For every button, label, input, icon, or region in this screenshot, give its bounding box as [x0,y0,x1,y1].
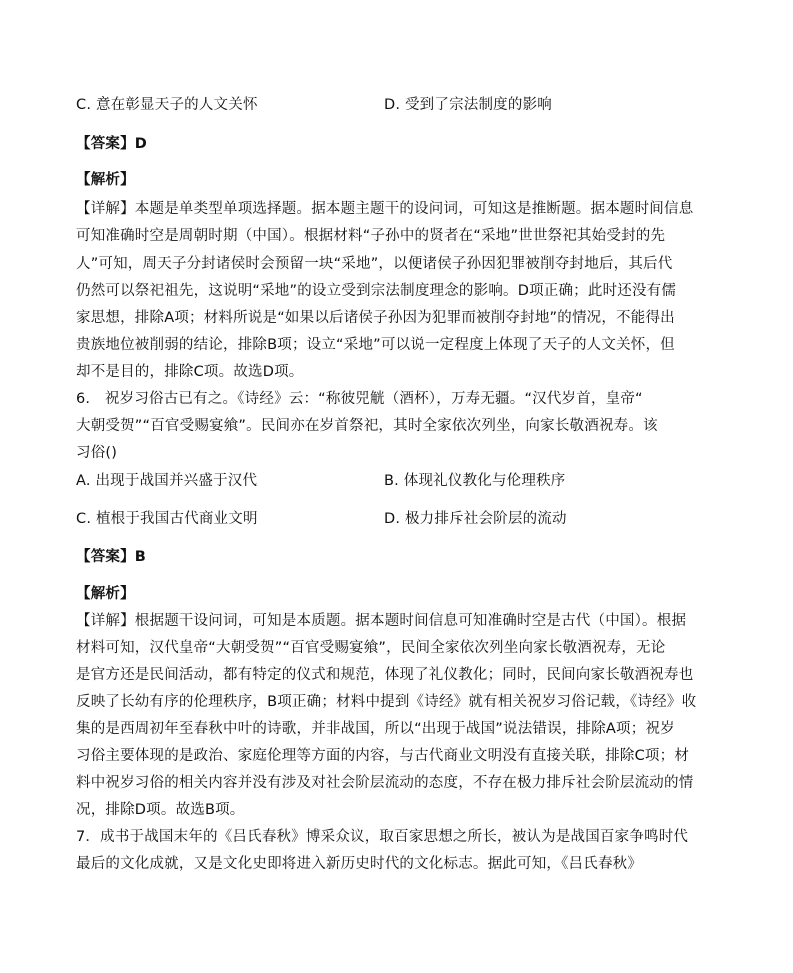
q6-option-c: C. 植根于我国古代商业文明 [76,511,258,527]
q5-answer: 【答案】D [76,136,148,152]
q6-answer: 【答案】B [76,549,147,565]
q5-analysis-line-3: 人”可知，周天子分封诸侯时会预留一块“采地”，以便诸侯子孙因犯罪被削夺封地后，其后代 [76,256,673,272]
q7-stem-line-2: 最后的文化成就，又是文化史即将进入新历史时代的文化标志。据此可知，《吕氏春秋》 [76,856,643,872]
q6-analysis-line-8: 况，排除D项。故选B项。 [76,802,245,818]
q6-stem-line-3: 习俗() [76,445,118,461]
q6-analysis-line-1: 【详解】根据题干设问词，可知是本质题。据本题时间信息可知准确时空是古代（中国）。根据 [76,613,687,629]
q6-analysis-line-2: 材料可知，汉代皇帝“大朝受贺”“百官受赐宴飨”，民间全家依次列坐向家长敬酒祝寿，无论 [76,640,666,656]
q6-stem-line-1: 6. 祝岁习俗古已有之。《诗经》云：“称彼兕觥（酒杯），万寿无疆。“汉代岁首，皇帝“ [76,391,643,407]
q5-analysis-line-1: 【详解】本题是单类型单项选择题。据本题主题干的设问词，可知这是推断题。据本题时间信息 [76,201,694,217]
q6-option-a: A. 出现于战国并兴盛于汉代 [76,473,258,489]
q6-analysis-label: 【解析】 [76,586,135,602]
q5-option-d: D. 受到了宗法制度的影响 [384,97,552,113]
q5-analysis-line-2: 可知准确时空是周朝时期（中国）。根据材料“子孙中的贤者在“采地”世世祭祀其始受封的先 [76,228,666,244]
q6-option-b: B. 体现礼仪教化与伦理秩序 [384,473,566,489]
q5-analysis-label: 【解析】 [76,172,135,188]
q6-analysis-line-6: 习俗主要体现的是政治、家庭伦理等方面的内容，与古代商业文明没有直接关联，排除C项；材 [76,748,690,764]
q5-analysis-label-text: 解析 [90,172,121,188]
q5-analysis-line-5: 家思想，排除A项；材料所说是“如果以后诸侯子孙因为犯罪而被削夺封地”的情况，不能得出 [76,310,675,326]
q5-analysis-line-7: 却不是目的，排除C项。故选D项。 [76,364,304,380]
q7-stem-line-1: 7．成书于战国末年的《吕氏春秋》博采众议，取百家思想之所长，被认为是战国百家争鸣时代 [76,829,689,845]
q6-option-d: D. 极力排斥社会阶层的流动 [384,511,567,527]
q6-analysis-line-4: 反映了长幼有序的伦理秩序，B项正确；材料中提到《诗经》就有相关祝岁习俗记载，《诗经》收 [76,694,697,710]
q6-analysis-line-5: 集的是西周初年至春秋中叶的诗歌，并非战国，所以“出现于战国”说法错误，排除A项；祝岁 [76,721,675,737]
q6-analysis-line-3: 是官方还是民间活动，都有特定的仪式和规范，体现了礼仪教化；同时，民间向家长敬酒祝寿也 [76,667,694,683]
q6-stem-line-2: 大朝受贺”“百官受赐宴飨”。民间亦在岁首祭祀，其时全家依次列坐，向家长敬酒祝寿。该 [76,418,658,434]
q5-analysis-line-6: 贵族地位被削弱的结论，排除B项；设立“采地”可以说一定程度上体现了天子的人文关怀，但 [76,337,675,353]
q5-option-c: C. 意在彰显天子的人文关怀 [76,97,258,113]
q6-analysis-line-7: 料中祝岁习俗的相关内容并没有涉及对社会阶层流动的态度，不存在极力排斥社会阶层流动的情 [76,775,694,791]
q5-analysis-line-4: 仍然可以祭祀祖先，这说明“采地”的设立受到宗法制度理念的影响。D项正确；此时还没有儒 [76,283,677,299]
q6-analysis-label-text: 解析 [90,586,121,602]
